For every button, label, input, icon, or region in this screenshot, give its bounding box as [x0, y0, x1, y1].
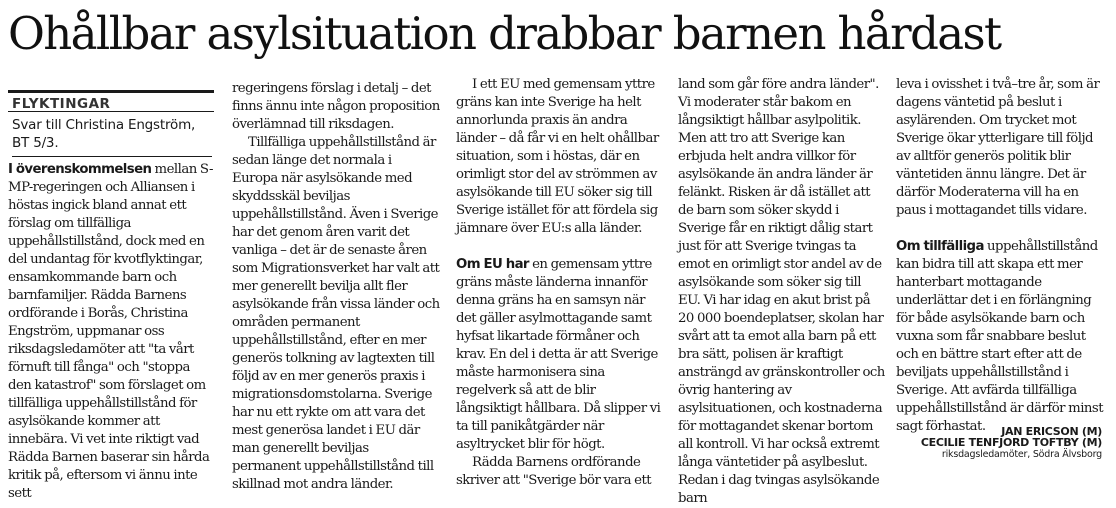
article-column-3	[456, 76, 664, 490]
lead-in: Om EU har	[456, 257, 529, 272]
section-label: FLYKTINGAR	[8, 90, 214, 112]
column4-paragraph: land som går före andra länder". Vi moderater står bakom en långsiktigt hållbar asylpolitik. Men att tro att Sverige kan erbjuda helt andra villkor för asylsökande än andra länder är felänkt. Risken är då istället att de barn som söker skydd i Sverige får en riktigt dålig start just för att Sverige tvingas ta emot en orimligt stor andel av de asylsökande som söker sig till EU. Vi har idag en akut brist på 20 000 boendeplatser, skolan har svårt att ta emot alla barn på ett bra sätt, polisen är kraftigt ansträngd av gränskontroller och övrig hantering av asylsituationen, och kostnaderna för mottagandet skenar bortom all kontroll. Vi har också extremt långa väntetider på asylbeslut. Redan i dag tvingas asylsökande barn	[678, 77, 885, 506]
column5-paragraph-1: leva i ovisshet i två–tre år, som är dagens väntetid på beslut i asylärenden. Om trycket mot Sverige ökar ytterligare till följd av alltför generös politik blir väntetiden ännu längre. Det är därför Moderaterna vill ha en paus i mottagandet tills vidare.	[896, 77, 1100, 218]
paragraph-text: en gemensam yttre gräns måste länderna innanför denna gräns ha en samsyn när det gäller asylmottagande samt hyfsat likartade förmåner och krav. En del i detta är att Sverige måste harmonisera sina regelverk så att de blir långsiktigt hållbara. Då slipper vi ta till panikåtgärder när asyltrycket blir för högt.	[456, 257, 661, 452]
column3-paragraph-2	[456, 256, 664, 454]
reply-line-1: Svar till Christina Engström,	[12, 117, 196, 133]
column3-paragraph-3: Rädda Barnens ordförande skriver att "Sverige bör vara ett	[456, 455, 652, 488]
signature	[921, 426, 1102, 448]
signature-name-1: JAN ERICSON (M)	[1001, 425, 1102, 438]
paragraph-text: mellan S-MP-regeringen och Alliansen i höstas ingick bland annat ett förslag om tillfälliga uppehållstillstånd, dock med en del undantag för kvotflyktingar, ensamkommande barn och barnfamiljer. Rädda Barnens ordförande i Borås, Christina Engström, uppmanar oss riksdagsledamöter att "ta vårt förnuft till fånga" och "stoppa den katastrof" som förslaget om tillfälliga uppehållstillstånd för asylsökande kommer att innebära. Vi vet inte riktigt vad Rädda Barnen baserar sin hårda kritik på, eftersom vi ännu inte sett	[8, 162, 213, 501]
column3-paragraph-1: I ett EU med gemensam yttre gräns kan inte Sverige ha helt annorlunda praxis än andra länder – då får vi en helt ohållbar situation, som i höstas, där en orimligt stor del av strömmen av asylsökande till EU söker sig till Sverige istället för att fördela sig jämnare över EU:s alla länder.	[456, 77, 659, 236]
column2-paragraph-2: Tillfälliga uppehållstillstånd är sedan länge det normala i Europa när asylsökande med skyddsskäl beviljas uppehållstillstånd. Även i Sverige har det genom åren varit det vanliga – det är de senaste åren som Migrationsverket har valt att mer generellt bevilja allt fler asylsökande från vissa länder och områden permanent uppehållstillstånd, efter en mer generös tolkning av lagtexten till följd av en mer generös praxis i migrationsdomstolarna. Sverige har nu ett rykte om att vara det mest generösa landet i EU där man generellt beviljas permanent uppehållstillstånd till skillnad mot andra länder.	[232, 135, 440, 492]
reply-reference	[12, 116, 212, 152]
column2-paragraph-1: regeringens förslag i detalj – det finns ännu inte någon proposition överlämnad till riksdagen.	[232, 81, 440, 132]
signature-name-2: CECILIE TENFJORD TOFTBY (M)	[920, 436, 1102, 449]
article-column-1	[8, 161, 216, 503]
column1-paragraph	[8, 161, 216, 503]
reply-line-2: BT 5/3.	[12, 135, 59, 151]
article-column-2	[232, 80, 440, 494]
reply-divider	[12, 156, 212, 157]
paragraph-text: uppehållstillstånd kan bidra till att skapa ett mer hanterbart mottagande underlättar det i en förlängning för både asylsökande barn och vuxna som får snabbare beslut och en bättre start efter att de beviljats uppehållstillstånd i Sverige. Att avfärda tillfälliga uppehållstillstånd är därför minst sagt förhastat.	[896, 239, 1103, 434]
article-column-4	[678, 76, 886, 508]
column5-paragraph-2	[896, 238, 1104, 436]
lead-in: I överenskommelsen	[8, 162, 152, 177]
signature-role: riksdagsledamöter, Södra Älvsborg	[941, 449, 1102, 460]
article-column-5	[896, 76, 1104, 436]
lead-in: Om tillfälliga	[896, 239, 984, 254]
headline: Ohållbar asylsituation drabbar barnen hårdast	[8, 7, 1001, 60]
